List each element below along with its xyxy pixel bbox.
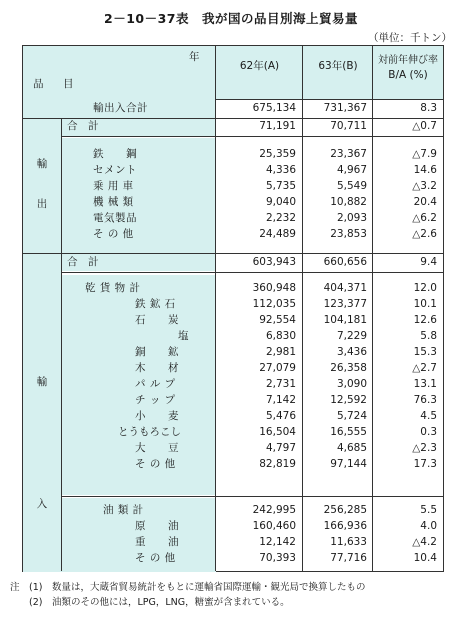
oil-row-v2: 77,716 [330,552,367,564]
oil-row-v2: 11,633 [330,536,367,548]
export-items-shade [61,138,216,253]
export-row-label: 乗 用 車 [93,180,134,192]
oil-row-label: そ の 他 [135,552,176,564]
dry-row-v2: 5,724 [336,410,367,422]
dry-row-v1: 27,079 [259,362,296,374]
header-year: 年 [189,51,200,63]
dry-row-v1: 2,731 [265,378,296,390]
divider-total [23,118,443,119]
import-subtotal-v2: 660,656 [323,256,367,268]
export-side-shade [23,118,61,253]
dry-row-v3: △2.7 [412,362,437,374]
export-row-v1: 9,040 [265,196,296,208]
dry-row-v2: 4,685 [336,442,367,454]
total-v2: 731,367 [323,102,367,114]
dry-row-label: チ ッ プ [135,394,176,406]
export-side-2: 出 [36,198,48,210]
import-subtotal-v1: 603,943 [252,256,296,268]
import-subtotal-v3: 9.4 [420,256,437,268]
dry-row-v2: 3,090 [336,378,367,390]
export-row-v2: 4,967 [336,164,367,176]
dry-row-v3: 12.6 [413,314,437,326]
export-subtotal-label: 合 計 [67,120,99,132]
oil-row-v2: 166,936 [323,520,367,532]
dry-total-label: 乾 貨 物 計 [85,282,141,294]
dry-row-v1: 6,830 [265,330,296,342]
table-header [23,46,443,100]
oil-row-v1: 70,393 [259,552,296,564]
dry-row-v2: 26,358 [330,362,367,374]
export-row-v3: △7.9 [412,148,437,160]
divider-export-sub [61,136,443,137]
dry-row-v1: 92,554 [259,314,296,326]
export-row-v1: 25,359 [259,148,296,160]
dry-row-v2: 123,377 [323,298,367,310]
divider-oil [61,496,443,497]
oil-row-v3: 10.4 [413,552,437,564]
export-row-v1: 24,489 [259,228,296,240]
export-subtotal-v3: △0.7 [412,120,437,132]
dry-row-v1: 112,035 [252,298,296,310]
divider-side [61,118,62,571]
dry-row-v3: 17.3 [413,458,437,470]
export-subtotal-v1: 71,191 [259,120,296,132]
oil-row-v1: 12,142 [259,536,296,548]
dry-row-label: 銅 鉱 [135,346,179,358]
divider-import [23,253,443,254]
export-row-v1: 2,232 [265,212,296,224]
header-col3-line2: B/A (%) [388,69,428,81]
dry-row-label: そ の 他 [135,458,176,470]
import-side-2: 入 [36,498,48,510]
dry-row-label: 小 麦 [135,410,179,422]
oil-total-v3: 5.5 [420,504,437,516]
dry-total-v2: 404,371 [323,282,367,294]
footnotes [10,580,365,610]
oil-row-label: 原 油 [135,520,179,532]
dry-row-label: 塩 [178,330,189,342]
dry-row-label: とうもろこし [118,426,181,438]
dry-row-v1: 82,819 [259,458,296,470]
dry-row-v3: 10.1 [413,298,437,310]
dry-row-v1: 4,797 [265,442,296,454]
oil-row-v3: 4.0 [420,520,437,532]
export-row-v3: 20.4 [413,196,437,208]
dry-total-v3: 12.0 [413,282,437,294]
export-row-v2: 5,549 [336,180,367,192]
dry-row-v1: 2,981 [265,346,296,358]
export-row-v3: 14.6 [413,164,437,176]
table-title: 2－10－37表 我が国の品目別海上貿易量 [104,11,358,26]
footnote-1: 注 (1) 数量は，大蔵省貿易統計をもとに運輸省国際運輸・観光局で換算したもの [10,582,366,593]
dry-row-label: 鉄 鉱 石 [135,298,176,310]
dry-row-v3: △2.3 [412,442,437,454]
dry-row-label: 木 材 [135,362,179,374]
export-row-v1: 4,336 [265,164,296,176]
dry-total-v1: 360,948 [252,282,296,294]
total-v1: 675,134 [252,102,296,114]
export-row-v3: △3.2 [412,180,437,192]
export-row-label: 機 械 類 [93,196,134,208]
header-col2: 63年(B) [318,60,358,72]
footnote-2: (2) 油類のその他には，LPG，LNG，糖蜜が含まれている。 [10,597,290,608]
dry-row-v3: 76.3 [413,394,437,406]
dry-row-v2: 12,592 [330,394,367,406]
export-row-v2: 23,367 [330,148,367,160]
header-col1: 62年(A) [239,60,280,72]
export-side-1: 輸 [36,158,48,170]
oil-row-v3: △4.2 [412,536,437,548]
dry-row-v2: 97,144 [330,458,367,470]
export-row-label: そ の 他 [93,228,134,240]
total-label: 輸出入合計 [93,102,148,114]
import-side-shade [23,253,61,572]
header-col3-line1: 対前年伸び率 [378,55,438,66]
header-item-a: 品 [33,78,44,90]
export-row-v2: 2,093 [336,212,367,224]
import-side-1: 輸 [36,376,48,388]
import-subtotal-label: 合 計 [67,256,99,268]
export-row-v2: 10,882 [330,196,367,208]
trade-table [22,45,444,572]
header-item-b: 目 [63,78,74,90]
dry-row-v3: 5.8 [420,330,437,342]
export-row-v3: △6.2 [412,212,437,224]
dry-row-v3: 15.3 [413,346,437,358]
dry-row-v2: 104,181 [323,314,367,326]
oil-total-v1: 242,995 [252,504,296,516]
export-row-label: セメント [93,164,137,176]
dry-row-v3: 0.3 [420,426,437,438]
export-row-v3: △2.6 [412,228,437,240]
oil-row-label: 重 油 [135,536,179,548]
export-row-label: 鉄 鋼 [93,148,137,160]
export-row-v1: 5,735 [265,180,296,192]
divider-import-sub [61,272,443,273]
dry-row-v3: 4.5 [420,410,437,422]
dry-row-v1: 7,142 [265,394,296,406]
dry-row-label: 大 豆 [135,442,179,454]
export-row-v2: 23,853 [330,228,367,240]
dry-row-v2: 7,229 [336,330,367,342]
total-v3: 8.3 [420,102,437,114]
dry-row-v2: 16,555 [330,426,367,438]
dry-row-label: 石 炭 [135,314,179,326]
oil-total-label: 油 類 計 [103,504,144,516]
unit-label: （単位：千トン） [368,32,452,44]
dry-row-v2: 3,436 [336,346,367,358]
dry-row-v1: 5,476 [265,410,296,422]
dry-row-v1: 16,504 [259,426,296,438]
dry-row-label: パ ル プ [135,378,176,390]
export-row-label: 電気製品 [93,212,137,224]
dry-row-v3: 13.1 [413,378,437,390]
export-subtotal-v2: 70,711 [330,120,367,132]
oil-row-v1: 160,460 [252,520,296,532]
oil-total-v2: 256,285 [323,504,367,516]
